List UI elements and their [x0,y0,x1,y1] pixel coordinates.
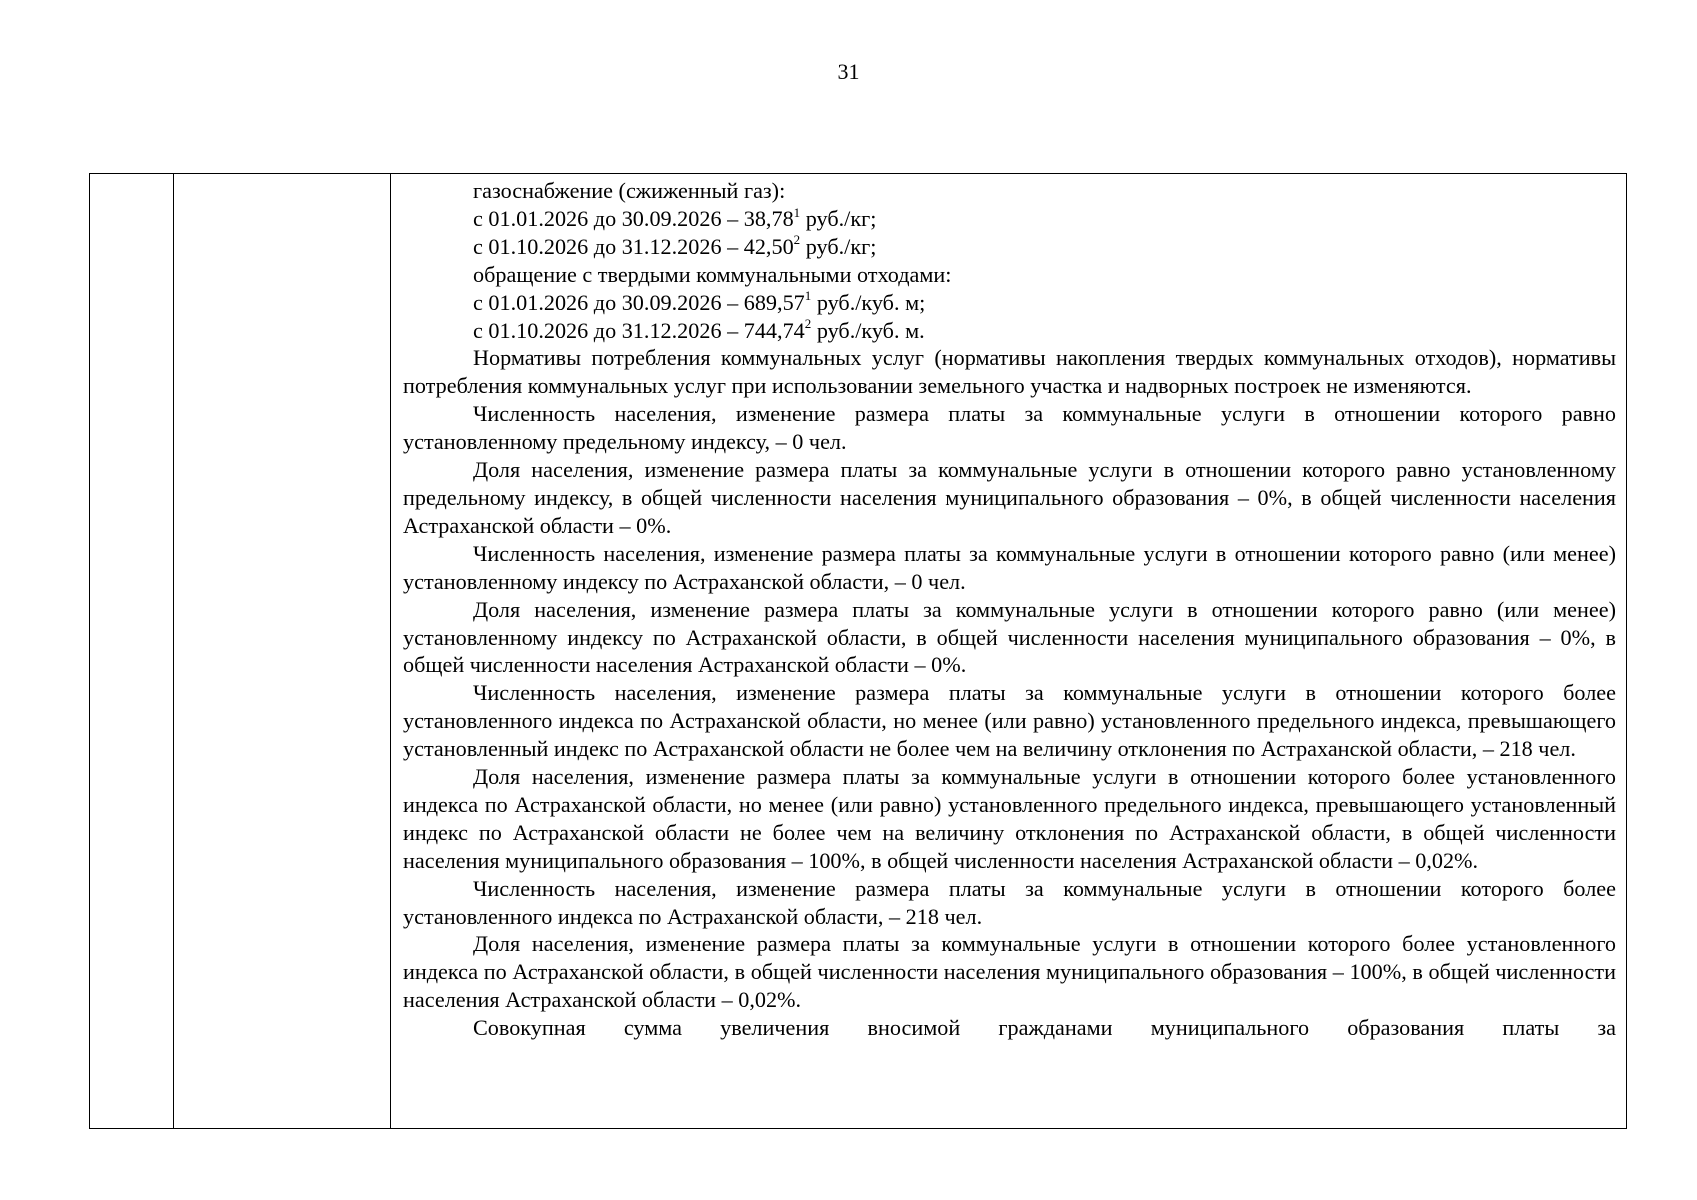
footnote-mark: 1 [793,204,801,220]
tariff-line: обращение с твердыми коммунальными отходами: [473,261,952,287]
table-cell-content [391,174,1627,1129]
footnote-mark: 2 [793,232,801,248]
paragraph-population-share: Доля населения, изменение размера платы за коммунальные услуги в отношении которого равно установленному предельному индексу, в общей численности населения муниципального образования – 0%, в общей численности населения Астраханской области – 0%. [403,457,1616,538]
tariff-line: с 01.10.2026 до 31.12.2026 – 744,74$^2$ руб./куб. м. [473,316,925,343]
paragraph-population-count: Численность населения, изменение размера платы за коммунальные услуги в отношении которого более установленного индекса по Астраханской области, – 218 чел. [403,875,1616,929]
table-cell-name [174,174,391,1129]
table-cell-number [90,174,174,1129]
paragraph-total-sum: Совокупная сумма увеличения вносимой гражданами муниципального образования платы за [473,1015,1616,1041]
paragraph-population-share: Доля населения, изменение размера платы за коммунальные услуги в отношении которого более установленного индекса по Астраханской области, в общей численности населения муниципального образования – 100%, в общей численности населения Астраханской области – 0,02%. [403,931,1616,1013]
tariff-line: с 01.01.2026 до 30.09.2026 – 38,78$^1$ руб./кг; [473,204,877,231]
tariff-line: газоснабжение (сжиженный газ): [473,178,786,203]
footnote-mark: 2 [804,316,812,332]
page-number: 31 [837,59,860,84]
document-table [89,173,1627,1129]
paragraph-population-count: Численность населения, изменение размера платы за коммунальные услуги в отношении которого равно (или менее) установленному индексу по Астраханской области, – 0 чел. [403,540,1616,594]
tariff-line: с 01.10.2026 до 31.12.2026 – 42,50$^2$ руб./кг; [473,232,877,259]
footnote-mark: 1 [804,288,812,304]
paragraph-population-share: Доля населения, изменение размера платы за коммунальные услуги в отношении которого равно (или менее) установленному индексу по Астраханской области, в общей численности населения муниципального образования – 0%, в общей численности населения Астраханской области – 0%. [403,596,1616,678]
paragraph-population-count: Численность населения, изменение размера платы за коммунальные услуги в отношении которого равно установленному предельному индексу, – 0 чел. [403,401,1616,455]
table-row [90,174,1627,1129]
paragraph-norms: Нормативы потребления коммунальных услуг (нормативы накопления твердых коммунальных отходов), нормативы потребления коммунальных услуг при использовании земельного участка и надворных построек не изменяются. [403,345,1616,399]
paragraph-population-share: Доля населения, изменение размера платы за коммунальные услуги в отношении которого более установленного индекса по Астраханской области, но менее (или равно) установленного предельного индекса, превышающего установленный индекс по Астраханской области не более чем на величину отклонения по Астраханской области, в общей численности населения муниципального образования – 100%, в общей численности населения Астраханской области – 0,02%. [403,764,1616,873]
tariff-line: с 01.01.2026 до 30.09.2026 – 689,57$^1$ руб./куб. м; [473,288,926,315]
paragraph-population-count: Численность населения, изменение размера платы за коммунальные услуги в отношении которого более установленного индекса по Астраханской области, но менее (или равно) установленного предельного индекса, превышающего установленный индекс по Астраханской области не более чем на величину отклонения по Астраханской области, – 218 чел. [403,680,1616,762]
